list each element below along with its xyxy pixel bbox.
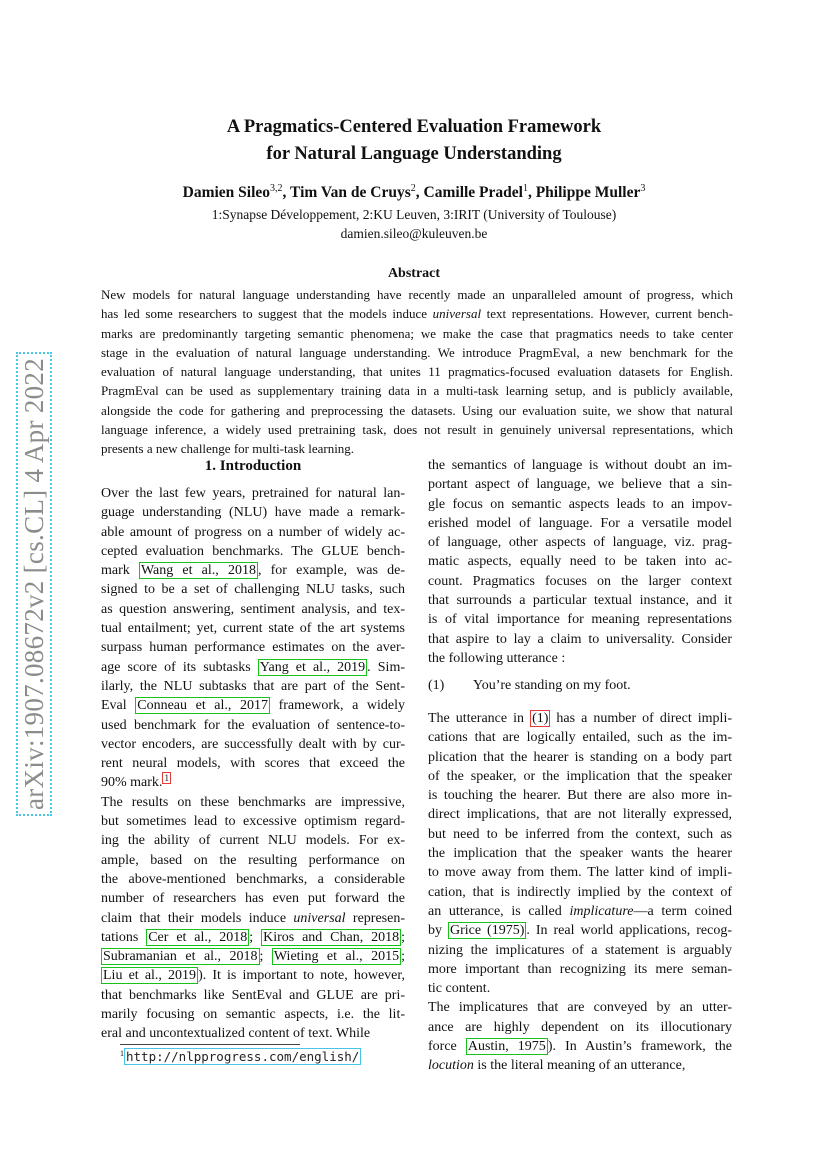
citation-link[interactable]: Liu et al., 2019 xyxy=(103,968,197,984)
text-line: the following utterance : xyxy=(428,650,566,666)
text-line: claim that their models induce universal represen- xyxy=(101,910,405,926)
text-line: cation, that is indirectly implied by the context of xyxy=(428,884,732,900)
text-line: ing the ability of current NLU models. For ex- xyxy=(101,833,405,849)
text-line: tic content. xyxy=(428,981,491,997)
emphasis: universal xyxy=(432,306,482,322)
author-email[interactable]: damien.sileo@kuleuven.be xyxy=(340,226,488,241)
author-affiliation-mark: 2 xyxy=(410,183,416,194)
footnote xyxy=(120,1049,361,1065)
text-line: is touching the hearer. But there are also more in- xyxy=(428,788,732,804)
text-line: cepted evaluation benchmarks. The GLUE bench- xyxy=(101,543,405,559)
citation-link[interactable]: Subramanian et al., 2018 xyxy=(103,949,258,965)
text-line: presents a new challenge for multi-task learning. xyxy=(101,441,355,457)
example-utterance xyxy=(428,678,732,694)
paper-title-line-1: A Pragmatics-Centered Evaluation Framework xyxy=(226,117,602,137)
abstract-heading: Abstract xyxy=(387,266,441,281)
text-line: able amount of progress on a number of widely ac- xyxy=(101,524,405,540)
text-line: tations Cer et al., 2018 ; Kiros and Chan, 2018 ; xyxy=(101,929,405,945)
text-line: used benchmark for the evaluation of sentence-to- xyxy=(101,717,405,733)
arxiv-stamp xyxy=(14,348,54,820)
author-name: Damien Sileo xyxy=(182,184,271,201)
text-line: ilarly, the NLU subtasks that are part of the Sent- xyxy=(101,678,405,694)
citation-link[interactable]: Wang et al., 2018 xyxy=(140,563,256,579)
text-line: Over the last few years, pretrained for natural lan- xyxy=(101,486,405,501)
text-line: but sometimes lead to excessive optimism regard- xyxy=(101,814,405,830)
text-line: the semantics of language is without doubt an im- xyxy=(428,458,732,473)
footnote-rule xyxy=(120,1044,300,1045)
text-line: alongside the code for gathering and preprocessing the datasets. Using our evaluation suite, we show that natural xyxy=(101,402,733,418)
footnote-ref-link[interactable]: 1 xyxy=(164,773,169,784)
text-line: PragmEval can be used as supplementary training data in a multi-task learning setup, and is publicly available, xyxy=(101,383,733,399)
emphasis: implicature xyxy=(569,903,634,919)
text-line: count. Pragmatics focuses on the larger context xyxy=(428,573,732,589)
arxiv-id[interactable]: arXiv:1907.08672v2 [cs.CL] 4 Apr 2022 xyxy=(16,352,52,816)
text-line: Subramanian et al., 2018 ; Wieting et al., 2015 ; xyxy=(103,949,405,965)
text-line: mark Wang et al., 2018 , for example, was de- xyxy=(101,563,406,579)
text-line: cations that are logically entailed, such as the im- xyxy=(428,730,732,746)
text-line: age score of its subtasks Yang et al., 2019 . Sim- xyxy=(101,659,405,675)
text-line: erished model of language. For a versatile model xyxy=(428,515,732,531)
text-line: that aspire to lay a claim to universality. Consider xyxy=(428,631,732,647)
author-name: Tim Van de Cruys xyxy=(290,184,411,201)
citation-link[interactable]: Cer et al., 2018 xyxy=(148,929,248,945)
right-column-top xyxy=(428,456,732,668)
text-line: ample, based on the resulting performance on xyxy=(101,852,405,868)
text-line: The results on these benchmarks are impressive, xyxy=(101,794,405,810)
text-line: but need to be inferred from the context, such as xyxy=(428,826,732,842)
citation-link[interactable]: Austin, 1975 xyxy=(467,1039,546,1055)
author-name: Philippe Muller xyxy=(535,184,641,201)
text-line: stage in the evaluation of natural language understanding. We introduce PragmEval, a new benchmark for the xyxy=(101,344,733,360)
text-line: gle focus on semantic aspects leads to an impov- xyxy=(428,496,732,512)
text-line: is of vital importance for meaning representations xyxy=(428,612,732,628)
text-line: ance are highly dependent on its illocutionary xyxy=(428,1019,732,1035)
text-line: by Grice (1975) . In real world applications, recog- xyxy=(428,923,732,939)
text-line: nizing the implicatures of a statement is arguably xyxy=(428,942,732,958)
text-line: eral and uncontextualized content of text. While xyxy=(101,1026,371,1042)
example-ref-link[interactable]: (1) xyxy=(532,711,549,726)
text-line: that benchmarks like SentEval and GLUE are pri- xyxy=(101,987,405,1003)
text-line: evaluation of natural language understanding, that unites 11 pragmatics-focused evaluation datasets for English. xyxy=(101,364,733,380)
affiliations: 1:Synapse Développement, 2:KU Leuven, 3:IRIT (University of Toulouse) xyxy=(211,207,617,222)
text-line: direct implications, that are not literally expressed, xyxy=(428,807,732,823)
paper-title-line-2: for Natural Language Understanding xyxy=(266,144,562,164)
text-line: 90% mark. $^1$ xyxy=(101,773,169,791)
text-line: to move away from them. The latter kind of impli- xyxy=(428,865,732,881)
text-line: plication that the hearer is standing on a body part xyxy=(428,749,732,765)
left-column xyxy=(101,484,405,1044)
citation-link[interactable]: Kiros and Chan, 2018 xyxy=(263,929,400,945)
citation-link[interactable]: Conneau et al., 2017 xyxy=(137,698,268,714)
author-name: Camille Pradel xyxy=(423,184,523,201)
text-line: signed to be a set of challenging NLU tasks, such xyxy=(101,582,405,598)
footnote-url[interactable]: http://nlpprogress.com/english/ xyxy=(126,1049,360,1065)
emphasis: universal xyxy=(293,910,346,926)
abstract-body xyxy=(101,285,733,459)
text-line: The implicatures that are conveyed by an utter- xyxy=(428,1000,732,1016)
text-line: of the speaker, or the implication that the speaker xyxy=(428,768,732,784)
author-affiliation-mark: 3,2 xyxy=(270,183,283,194)
text-line: The utterance in (1) has a number of direct impli- xyxy=(428,711,732,726)
text-line: vector encoders, are successfully dealt with by cur- xyxy=(101,736,405,752)
paper-title xyxy=(0,114,828,168)
author-affiliation-mark: 3 xyxy=(640,183,646,194)
section-heading: 1. Introduction xyxy=(204,458,302,474)
text-line: as question answering, sentiment analysis, and tex- xyxy=(101,601,405,617)
example-number: (1) xyxy=(428,678,445,693)
text-line: surpass human performance estimates on the aver- xyxy=(101,640,405,656)
example-text: You’re standing on my foot. xyxy=(473,678,631,693)
text-line: marily focusing on semantic aspects, i.e. the lit- xyxy=(101,1007,405,1023)
text-line: of language, other aspects of language, viz. prag- xyxy=(428,535,732,551)
text-line: tual entailment; yet, current state of the art systems xyxy=(101,621,405,637)
author-list: Damien Sileo$^{3,2}$, Tim Van de Cruys$^2$, Camille Pradel$^1$, Philippe Muller$^3$ xyxy=(182,183,646,201)
text-line: number of researchers has even put forward the xyxy=(101,891,405,907)
text-line: force Austin, 1975 ). In Austin’s framework, the xyxy=(428,1039,732,1055)
text-line: that surrounds a particular textual instance, and it xyxy=(428,593,732,609)
text-line: locution is the literal meaning of an utterance, xyxy=(428,1058,686,1074)
text-line: New models for natural language understanding have recently made an unparalleled amount of progress, which xyxy=(101,287,733,302)
text-line: matic aspects, equally need to be taken into ac- xyxy=(428,554,732,570)
footnote-mark: 1 xyxy=(120,1049,124,1058)
citation-link[interactable]: Wieting et al., 2015 xyxy=(273,949,400,965)
citation-link[interactable]: Grice (1975) xyxy=(449,923,525,939)
text-line: has led some researchers to suggest that the models induce universal text representations. However, current bench- xyxy=(101,306,733,322)
text-line: the implication that the speaker wants the hearer xyxy=(428,846,732,862)
text-line: more important than recognizing its mere seman- xyxy=(428,961,732,977)
text-line: an utterance, is called implicature—a term coined xyxy=(428,903,732,919)
text-line: Liu et al., 2019 ). It is important to note, however, xyxy=(103,968,405,984)
text-line: Eval Conneau et al., 2017 framework, a widely xyxy=(101,698,405,714)
text-line: the above-mentioned benchmarks, a considerable xyxy=(101,871,405,887)
text-line: rent neural models, with scores that exceed the xyxy=(101,756,405,772)
emphasis: locution xyxy=(428,1058,474,1074)
text-line: marks are predominantly targeting semantic phenomena; we make the case that pragmatics needs to take center xyxy=(101,325,733,341)
author-affiliation-mark: 1 xyxy=(522,183,528,194)
text-line: language inference, a widely used pretraining task, does not result in genuinely universal representations, which xyxy=(101,422,733,438)
right-column-bottom xyxy=(428,709,732,1076)
citation-link[interactable]: Yang et al., 2019 xyxy=(259,659,366,675)
text-line: guage understanding (NLU) have made a remark- xyxy=(101,505,405,521)
text-line: portant aspect of language, we believe that a sin- xyxy=(428,477,732,493)
